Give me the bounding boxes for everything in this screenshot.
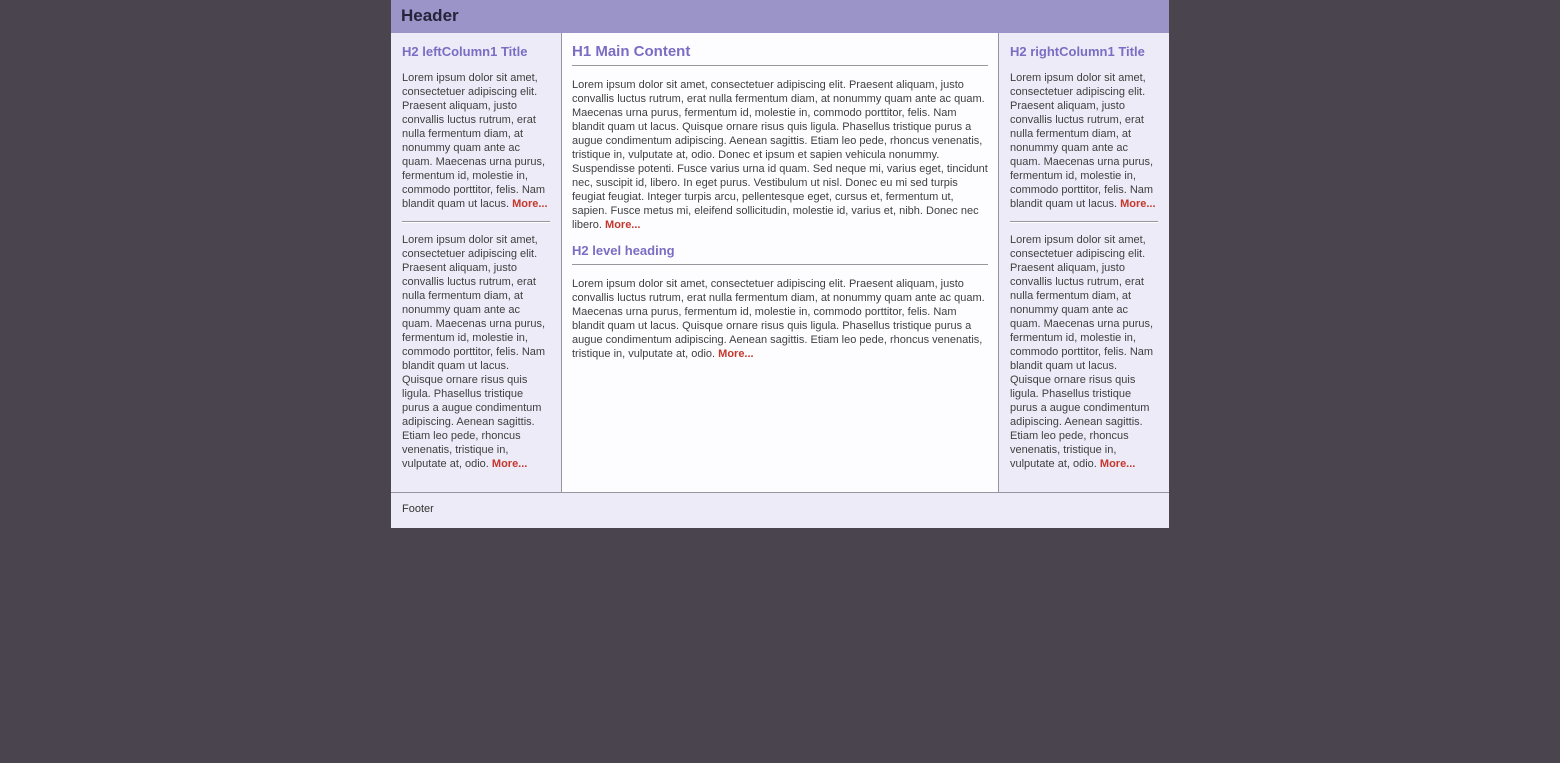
page-footer	[391, 492, 1169, 528]
main-section-heading: H2 level heading	[572, 243, 675, 258]
main-paragraph-2	[572, 277, 988, 361]
more-link[interactable]: More...	[512, 198, 548, 210]
main-content	[561, 33, 999, 492]
left-column-paragraph-2	[402, 233, 550, 471]
divider	[572, 264, 988, 266]
page-header	[391, 0, 1169, 33]
divider	[402, 221, 550, 223]
header-title: Header	[401, 6, 459, 25]
columns-container	[391, 33, 1169, 492]
divider	[572, 65, 988, 67]
left-column-title: H2 leftColumn1 Title	[402, 44, 528, 59]
divider	[1010, 221, 1158, 223]
more-link[interactable]: More...	[718, 348, 754, 360]
right-column	[999, 33, 1169, 492]
paragraph-text: Lorem ipsum dolor sit amet, consectetuer adipiscing elit. Praesent aliquam, justo convallis luctus rutrum, erat nulla fermentum diam, at nonummy quam ante ac quam. Maecenas urna purus, fermentum id, molestie in, commodo porttitor, felis. Nam blandit quam ut lacus. Quisque ornare risus quis ligula. Phasellus tristique purus a augue condimentum adipiscing. Aenean sagittis. Etiam leo pede, rhoncus venenatis, tristique in, vulputate at, odio.	[1010, 234, 1154, 470]
footer-label: Footer	[402, 503, 434, 515]
paragraph-text: Lorem ipsum dolor sit amet, consectetuer adipiscing elit. Praesent aliquam, justo convallis luctus rutrum, erat nulla fermentum diam, at nonummy quam ante ac quam. Maecenas urna purus, fermentum id, molestie in, commodo porttitor, felis. Nam blandit quam ut lacus. Quisque ornare risus quis ligula. Phasellus tristique purus a augue condimentum adipiscing. Aenean sagittis. Etiam leo pede, rhoncus venenatis, tristique in, vulputate at, odio.	[572, 278, 985, 360]
paragraph-text: Lorem ipsum dolor sit amet, consectetuer adipiscing elit. Praesent aliquam, justo convallis luctus rutrum, erat nulla fermentum diam, at nonummy quam ante ac quam. Maecenas urna purus, fermentum id, molestie in, commodo porttitor, felis. Nam blandit quam ut lacus.	[402, 72, 546, 210]
more-link[interactable]: More...	[1099, 458, 1136, 470]
more-link[interactable]: More...	[491, 458, 528, 470]
page-container	[391, 0, 1169, 528]
right-column-paragraph-1	[1010, 71, 1158, 211]
paragraph-text: Lorem ipsum dolor sit amet, consectetuer adipiscing elit. Praesent aliquam, justo convallis luctus rutrum, erat nulla fermentum diam, at nonummy quam ante ac quam. Maecenas urna purus, fermentum id, molestie in, commodo porttitor, felis. Nam blandit quam ut lacus. Quisque ornare risus quis ligula. Phasellus tristique purus a augue condimentum adipiscing. Aenean sagittis. Etiam leo pede, rhoncus venenatis, tristique in, vulputate at, odio.	[402, 234, 546, 470]
right-column-title: H2 rightColumn1 Title	[1010, 44, 1145, 59]
more-link[interactable]: More...	[605, 219, 641, 231]
main-content-title: H1 Main Content	[572, 43, 691, 60]
more-link[interactable]: More...	[1120, 198, 1156, 210]
paragraph-text: Lorem ipsum dolor sit amet, consectetuer adipiscing elit. Praesent aliquam, justo convallis luctus rutrum, erat nulla fermentum diam, at nonummy quam ante ac quam. Maecenas urna purus, fermentum id, molestie in, commodo porttitor, felis. Nam blandit quam ut lacus.	[1010, 72, 1154, 210]
main-paragraph-1	[572, 78, 988, 232]
right-column-paragraph-2	[1010, 233, 1158, 471]
left-column	[391, 33, 561, 492]
paragraph-text: Lorem ipsum dolor sit amet, consectetuer adipiscing elit. Praesent aliquam, justo convallis luctus rutrum, erat nulla fermentum diam, at nonummy quam ante ac quam. Maecenas urna purus, fermentum id, molestie in, commodo porttitor, felis. Nam blandit quam ut lacus. Quisque ornare risus quis ligula. Phasellus tristique purus a augue condimentum adipiscing. Aenean sagittis. Etiam leo pede, rhoncus venenatis, tristique in, vulputate at, odio. Donec et ipsum et sapien vehicula nonummy. Suspendisse potenti. Fusce varius urna id quam. Sed neque mi, varius eget, tincidunt nec, suscipit id, libero. In eget purus. Vestibulum ut nisl. Donec eu mi sed turpis feugiat feugiat. Integer turpis arcu, pellentesque eget, cursus et, fermentum ut, sapien. Fusce metus mi, eleifend sollicitudin, molestie id, varius et, nibh. Donec nec libero.	[572, 79, 988, 231]
left-column-paragraph-1	[402, 71, 550, 211]
